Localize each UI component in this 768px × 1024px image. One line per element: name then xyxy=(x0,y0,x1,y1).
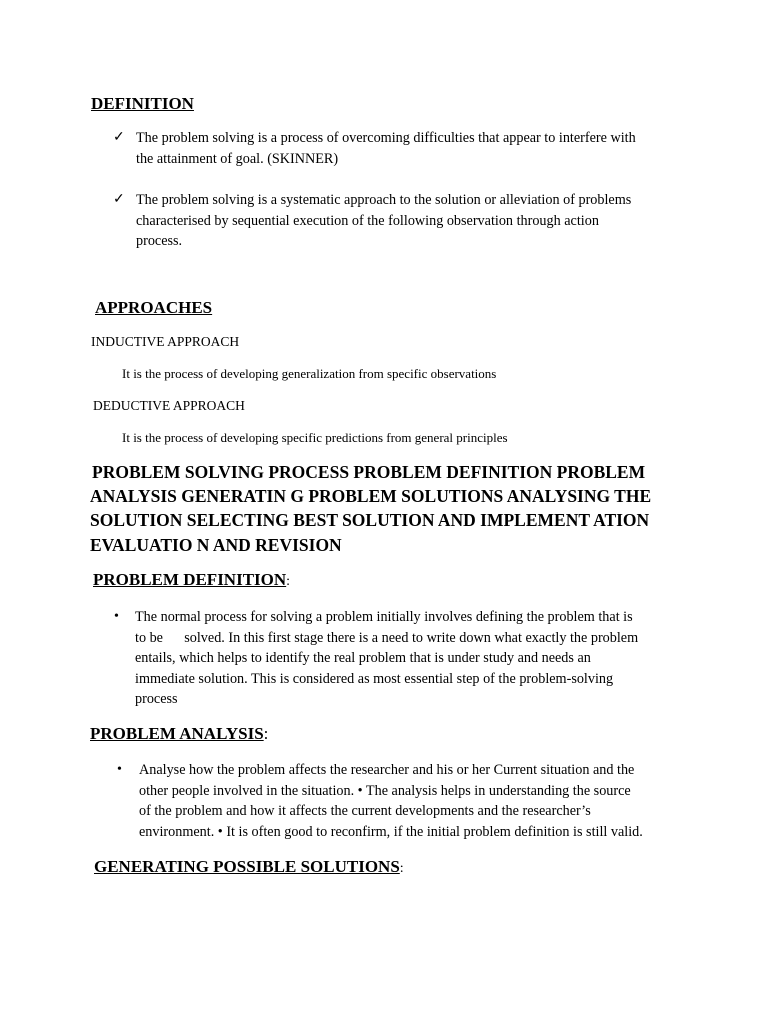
problem-definition-heading-text: PROBLEM DEFINITION xyxy=(93,570,287,589)
problem-analysis-heading xyxy=(90,724,268,744)
approaches-heading: APPROACHES xyxy=(95,298,213,317)
definition-item-1 xyxy=(136,128,636,169)
problem-definition-line: immediate solution. This is considered as most essential step of the problem-solving xyxy=(135,670,614,687)
bullet-icon: • xyxy=(114,609,119,624)
heading-colon: : xyxy=(286,574,291,589)
generating-solutions-heading-text: GENERATING POSSIBLE SOLUTIONS xyxy=(94,857,400,876)
checkmark-icon: ✓ xyxy=(113,130,125,145)
definition-heading xyxy=(91,94,194,114)
deductive-approach-label: DEDUCTIVE APPROACH xyxy=(93,398,245,413)
problem-analysis-line: of the problem and how it affects the current developments and the researcher’s xyxy=(139,803,591,819)
problem-analysis-line: Analyse how the problem affects the researcher and his or her Current situation and the xyxy=(139,762,635,778)
problem-definition-paragraph xyxy=(135,607,638,710)
process-title-line: SOLUTION SELECTING BEST SOLUTION AND IMPLEMENT ATION xyxy=(90,510,650,531)
definition-item-2-line: characterised by sequential execution of the following observation through action xyxy=(136,212,599,229)
process-title-line: ANALYSIS GENERATIN G PROBLEM SOLUTIONS ANALYSING THE xyxy=(90,486,652,507)
problem-definition-line: process xyxy=(135,691,178,707)
process-title-line: PROBLEM SOLVING PROCESS PROBLEM DEFINITION PROBLEM xyxy=(92,462,646,482)
heading-colon: : xyxy=(399,861,404,876)
definition-item-2-line: The problem solving is a systematic approach to the solution or alleviation of problems xyxy=(136,192,632,208)
problem-analysis-heading-text: PROBLEM ANALYSIS xyxy=(90,724,264,743)
problem-definition-line: to be solved. In this first stage there is a need to write down what exactly the problem xyxy=(135,629,639,646)
definition-item-2 xyxy=(136,190,631,252)
problem-analysis-line: environment. • It is often good to reconfirm, if the initial problem definition is still valid. xyxy=(139,823,643,840)
heading-colon: : xyxy=(263,724,269,743)
inductive-approach-label: INDUCTIVE APPROACH xyxy=(91,334,240,349)
process-title-line: EVALUATIO N AND REVISION xyxy=(90,534,342,555)
process-title xyxy=(90,460,651,557)
definition-item-2-line: process. xyxy=(136,233,183,249)
problem-definition-line: The normal process for solving a problem initially involves defining the problem that is xyxy=(135,609,633,625)
generating-solutions-heading xyxy=(94,857,404,877)
problem-analysis-paragraph xyxy=(139,760,643,842)
bullet-icon: • xyxy=(117,762,122,777)
inductive-approach-text: It is the process of developing generalization from specific observations xyxy=(122,366,497,381)
definition-item-1-line: The problem solving is a process of overcoming difficulties that appear to interfere with xyxy=(136,130,636,146)
checkmark-icon: ✓ xyxy=(113,192,125,207)
problem-definition-line: entails, which helps to identify the real problem that is under study and needs an xyxy=(135,650,591,666)
definition-item-1-line: the attainment of goal. (SKINNER) xyxy=(136,150,339,167)
problem-definition-heading xyxy=(93,570,290,590)
problem-analysis-line: other people involved in the situation. • The analysis helps in understanding the source xyxy=(139,782,631,799)
deductive-approach-text: It is the process of developing specific predictions from general principles xyxy=(122,430,508,445)
definition-heading-text: DEFINITION xyxy=(91,94,194,113)
